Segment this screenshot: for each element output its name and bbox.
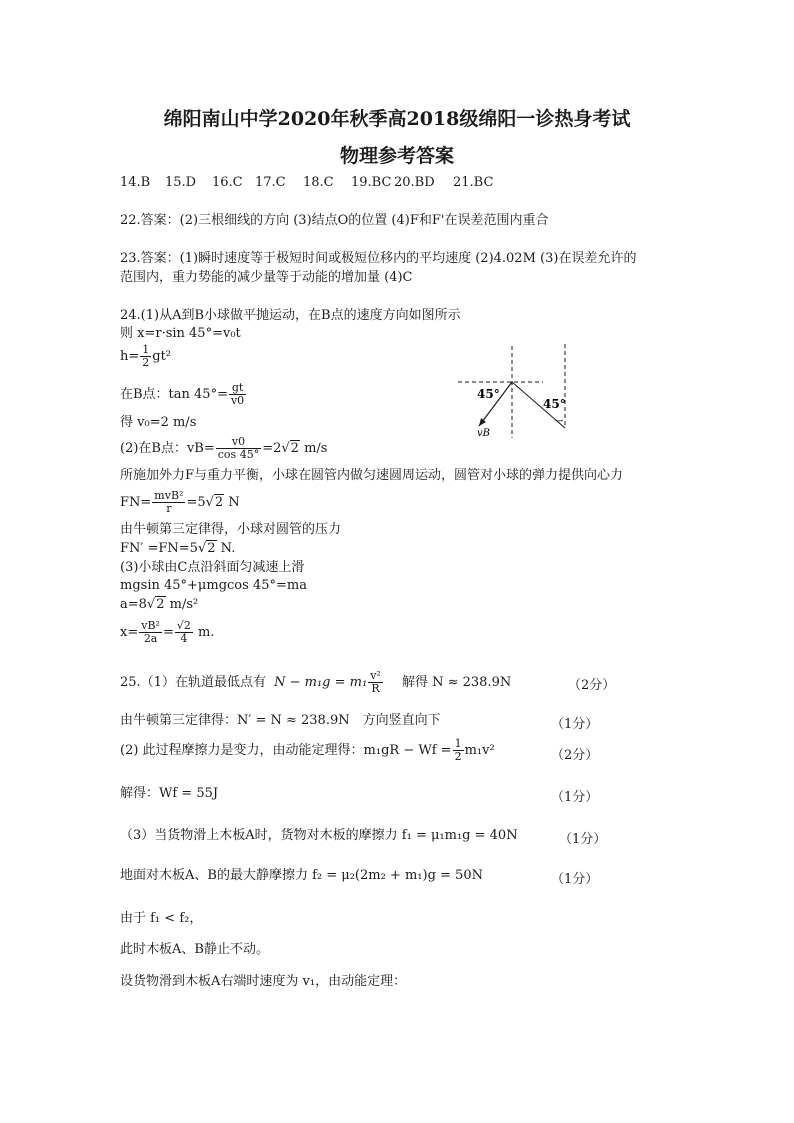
q24-part4: (3)小球由C点沿斜面匀减速上滑 xyxy=(120,560,305,575)
fraction: $\frac{\text{v²}}{R}$ xyxy=(370,669,381,695)
q22-answer: 22.答案：(2)三根细线的方向 (3)结点O的位置 (4)F和F'在误差范围内重合 xyxy=(120,213,549,228)
q24-part3: 由牛顿第三定律得，小球对圆管的压力 xyxy=(120,522,342,537)
q25-line4: 解得：Wf = 55J xyxy=(120,786,219,801)
q25-line3: (2) 此过程摩擦力是变力，由动能定理得：m₁gR − Wf = $\frac{1}{2}$ m₁v² xyxy=(120,737,495,763)
score-label: （1分） xyxy=(551,790,599,805)
q25-line8: 此时木板A、B静止不动。 xyxy=(120,942,269,957)
q25-line9: 设货物滑到木板A右端时速度为 v₁，由动能定理： xyxy=(120,974,407,989)
q24-eq8: mgsin 45°+μmgcos 45°=ma xyxy=(120,578,307,593)
fraction: $\frac{1}{2}$ xyxy=(142,343,150,369)
q24-eq5: (2)在B点：vB= $\frac{v0}{\cos 45^\circ}$ =2√2 m/s xyxy=(120,435,328,461)
mc-answer: 21.BC xyxy=(453,175,494,190)
score-label: （1分） xyxy=(551,717,599,732)
q24-eq9: a=8√2 m/s² xyxy=(120,597,199,612)
mc-answer: 20.BD xyxy=(394,175,435,190)
q24-part2: 所施加外力F与重力平衡，小球在圆管内做匀速圆周运动，圆管对小球的弹力提供向心力 xyxy=(120,468,624,483)
q25-line2: 由牛顿第三定律得：N′ = N ≈ 238.9N 方向竖直向下 xyxy=(120,713,441,728)
score-label: （1分） xyxy=(559,832,607,847)
q25-line5: （3）当货物滑上木板A时，货物对木板的摩擦力 f₁ = μ₁m₁g = 40N xyxy=(120,828,518,843)
angle-arc xyxy=(555,420,563,421)
fraction: $\frac{v0}{\cos 45^\circ}$ xyxy=(217,435,260,461)
q25-line6: 地面对木板A、B的最大静摩擦力 f₂ = μ₂(2m₂ + m₁)g = 50N xyxy=(120,868,483,883)
q24-eq10: x= $\frac{\text{vB²}}{2a}$ = $\frac{√2}{4}$ m. xyxy=(120,619,215,645)
mc-answer: 19.BC xyxy=(351,175,392,190)
q24-eq7: FN′ =FN=5√2 N. xyxy=(120,541,236,556)
q24-part1: 24.(1)从A到B小球做平抛运动，在B点的速度方向如图所示 xyxy=(120,308,461,323)
q24-eq4: 得 v₀=2 m/s xyxy=(120,415,197,430)
q24-eq1: 则 x=r·sin 45°=v₀t xyxy=(120,326,241,341)
fraction: $\frac{\text{vB²}}{2a}$ xyxy=(141,619,160,645)
q23-answer-line2: 范围内，重力势能的减少量等于动能的增加量 (4)C xyxy=(120,270,413,285)
score-label: （2分） xyxy=(551,748,599,763)
angle-label: 45° xyxy=(543,397,566,411)
q24-eq2: h= $\frac{1}{2}$ gt² xyxy=(120,343,172,369)
q25-line7: 由于 f₁ < f₂， xyxy=(120,911,203,926)
mc-answer: 14.B xyxy=(120,175,151,190)
q23-answer-line1: 23.答案：(1)瞬时速度等于极短时间或极短位移内的平均速度 (2)4.02M (3)在误差允许的 xyxy=(120,251,637,266)
arrow-head-icon xyxy=(479,418,486,426)
score-label: （2分） xyxy=(568,678,616,693)
doc-subtitle: 物理参考答案 xyxy=(339,145,454,167)
score-label: （1分） xyxy=(551,872,599,887)
fraction: $\frac{gt}{v0}$ xyxy=(230,381,245,407)
fraction: $\frac{√2}{4}$ xyxy=(176,619,191,645)
fraction: $\frac{\text{mvB²}}{r}$ xyxy=(154,489,184,515)
angle-label: 45° xyxy=(477,387,500,401)
mc-answer: 18.C xyxy=(303,175,334,190)
mc-answer: 16.C xyxy=(212,175,243,190)
velocity-diagram xyxy=(455,342,575,442)
q24-eq6: FN= $\frac{\text{mvB²}}{r}$ =5√2 N xyxy=(120,489,240,515)
mc-answer: 15.D xyxy=(165,175,197,190)
q25-line1: 25.（1）在轨道最低点有 N − m₁g = m₁ $\frac{\text{v²}}{R}$ 解得 N ≈ 238.9N xyxy=(120,669,512,695)
fraction: $\frac{1}{2}$ xyxy=(454,737,462,763)
doc-title: 绵阳南山中学2020年秋季高2018级绵阳一诊热身考试 xyxy=(163,108,631,130)
mc-answer: 17.C xyxy=(255,175,286,190)
velocity-label: vB xyxy=(477,428,490,439)
q24-eq3: 在B点：tan 45°= $\frac{gt}{v0}$ xyxy=(120,381,245,407)
